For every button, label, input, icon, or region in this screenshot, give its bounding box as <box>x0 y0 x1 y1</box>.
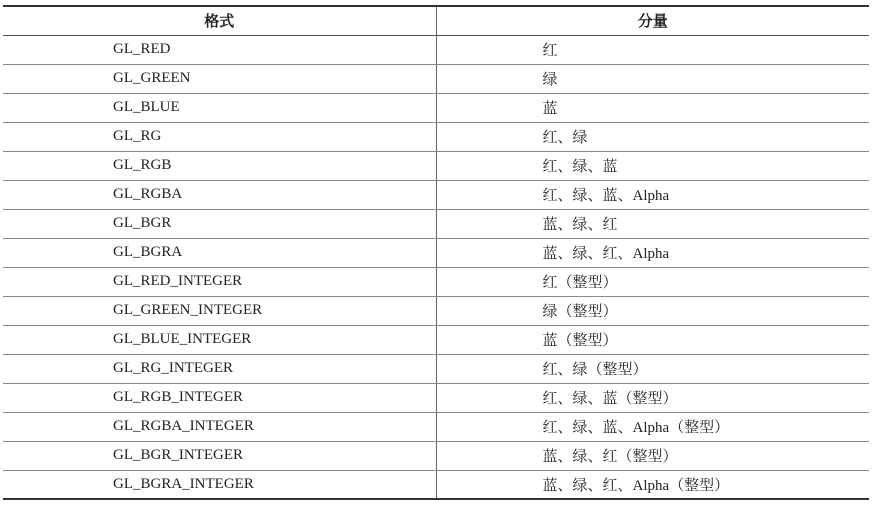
components-cell: 蓝 <box>436 93 869 122</box>
components-cell: 蓝、绿、红、Alpha（整型） <box>436 470 869 499</box>
table-row <box>3 354 869 383</box>
format-cell: GL_RGB <box>3 151 436 180</box>
format-cell: GL_BGR_INTEGER <box>3 441 436 470</box>
format-cell: GL_BGRA <box>3 238 436 267</box>
format-cell: GL_BGRA_INTEGER <box>3 470 436 499</box>
components-cell: 蓝、绿、红、Alpha <box>436 238 869 267</box>
components-cell: 红、绿、蓝（整型） <box>436 383 869 412</box>
format-cell: GL_BLUE_INTEGER <box>3 325 436 354</box>
components-cell: 蓝（整型） <box>436 325 869 354</box>
table-row <box>3 383 869 412</box>
format-cell: GL_RG_INTEGER <box>3 354 436 383</box>
components-cell: 红、绿、蓝、Alpha <box>436 180 869 209</box>
components-cell: 红 <box>436 35 869 64</box>
table-row <box>3 122 869 151</box>
table-row <box>3 296 869 325</box>
format-cell: GL_RGBA <box>3 180 436 209</box>
format-table <box>3 5 869 500</box>
table-row <box>3 238 869 267</box>
table-row <box>3 64 869 93</box>
table-row <box>3 151 869 180</box>
format-cell: GL_RGB_INTEGER <box>3 383 436 412</box>
components-cell: 红（整型） <box>436 267 869 296</box>
format-cell: GL_RED_INTEGER <box>3 267 436 296</box>
table-row <box>3 93 869 122</box>
table-row <box>3 470 869 499</box>
format-cell: GL_RGBA_INTEGER <box>3 412 436 441</box>
components-cell: 绿（整型） <box>436 296 869 325</box>
table-body <box>3 35 869 499</box>
format-table-container <box>3 5 869 500</box>
table-row <box>3 180 869 209</box>
header-row <box>3 6 869 35</box>
components-cell: 绿 <box>436 64 869 93</box>
table-header <box>3 6 869 35</box>
format-cell: GL_RED <box>3 35 436 64</box>
format-cell: GL_GREEN_INTEGER <box>3 296 436 325</box>
table-row <box>3 35 869 64</box>
format-cell: GL_GREEN <box>3 64 436 93</box>
format-cell: GL_RG <box>3 122 436 151</box>
components-cell: 红、绿、蓝、Alpha（整型） <box>436 412 869 441</box>
components-cell: 红、绿 <box>436 122 869 151</box>
header-format: 格式 <box>3 6 436 35</box>
header-components: 分量 <box>436 6 869 35</box>
table-row <box>3 267 869 296</box>
format-cell: GL_BLUE <box>3 93 436 122</box>
table-row <box>3 325 869 354</box>
components-cell: 蓝、绿、红 <box>436 209 869 238</box>
table-row <box>3 441 869 470</box>
table-row <box>3 209 869 238</box>
components-cell: 红、绿（整型） <box>436 354 869 383</box>
table-row <box>3 412 869 441</box>
components-cell: 红、绿、蓝 <box>436 151 869 180</box>
components-cell: 蓝、绿、红（整型） <box>436 441 869 470</box>
format-cell: GL_BGR <box>3 209 436 238</box>
